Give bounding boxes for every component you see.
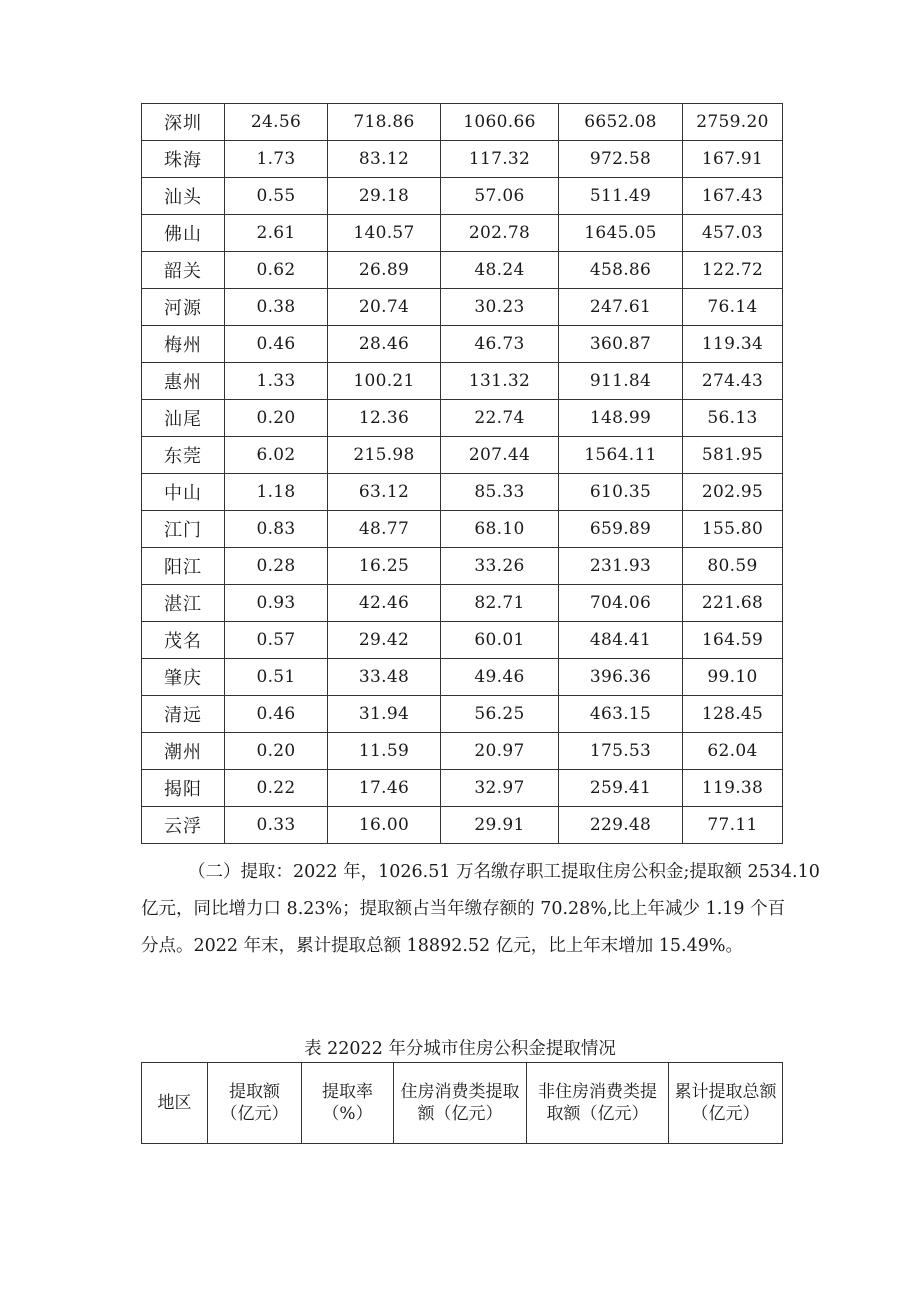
city-cell: 韶关	[142, 252, 225, 289]
value-cell: 0.28	[225, 548, 328, 585]
value-cell: 202.78	[441, 215, 559, 252]
value-cell: 0.93	[225, 585, 328, 622]
value-cell: 458.86	[559, 252, 683, 289]
table-row	[142, 252, 783, 289]
value-cell: 6.02	[225, 437, 328, 474]
value-cell: 247.61	[559, 289, 683, 326]
value-cell: 360.87	[559, 326, 683, 363]
table-row	[142, 696, 783, 733]
value-cell: 56.13	[683, 400, 783, 437]
value-cell: 610.35	[559, 474, 683, 511]
value-cell: 659.89	[559, 511, 683, 548]
value-cell: 29.42	[328, 622, 441, 659]
value-cell: 229.48	[559, 807, 683, 844]
paragraph-line-2: 亿元，同比增力口 8.23%；提取额占当年缴存额的 70.28%,比上年减少 1.19 个百	[141, 899, 786, 919]
table-row	[142, 141, 783, 178]
table-row	[142, 548, 783, 585]
value-cell: 0.62	[225, 252, 328, 289]
value-cell: 484.41	[559, 622, 683, 659]
table-row	[142, 622, 783, 659]
table-row	[142, 511, 783, 548]
value-cell: 167.91	[683, 141, 783, 178]
table-row	[142, 733, 783, 770]
header-cell-line: 取额（亿元）	[546, 1104, 649, 1124]
header-cell	[394, 1063, 527, 1144]
table-row	[142, 807, 783, 844]
value-cell: 33.48	[328, 659, 441, 696]
value-cell: 16.25	[328, 548, 441, 585]
value-cell: 48.24	[441, 252, 559, 289]
table-row	[142, 289, 783, 326]
value-cell: 20.74	[328, 289, 441, 326]
value-cell: 1.73	[225, 141, 328, 178]
value-cell: 49.46	[441, 659, 559, 696]
value-cell: 46.73	[441, 326, 559, 363]
value-cell: 77.11	[683, 807, 783, 844]
city-cell: 潮州	[142, 733, 225, 770]
value-cell: 117.32	[441, 141, 559, 178]
header-cell	[669, 1063, 783, 1144]
header-cell-line: （亿元）	[691, 1104, 760, 1124]
value-cell: 202.95	[683, 474, 783, 511]
header-cell-line: 提取额	[229, 1082, 280, 1102]
city-cell: 中山	[142, 474, 225, 511]
value-cell: 22.74	[441, 400, 559, 437]
city-cell: 肇庆	[142, 659, 225, 696]
table-row	[142, 326, 783, 363]
value-cell: 1.18	[225, 474, 328, 511]
value-cell: 57.06	[441, 178, 559, 215]
value-cell: 581.95	[683, 437, 783, 474]
header-cell-line: 住房消费类提取	[400, 1082, 520, 1102]
header-cell-line: 地区	[157, 1093, 192, 1113]
deposit-data-table	[141, 103, 783, 844]
value-cell: 215.98	[328, 437, 441, 474]
table-row	[142, 363, 783, 400]
value-cell: 1645.05	[559, 215, 683, 252]
city-cell: 清远	[142, 696, 225, 733]
value-cell: 119.38	[683, 770, 783, 807]
value-cell: 511.49	[559, 178, 683, 215]
table-row	[142, 770, 783, 807]
value-cell: 128.45	[683, 696, 783, 733]
value-cell: 0.57	[225, 622, 328, 659]
value-cell: 221.68	[683, 585, 783, 622]
header-cell-line: 额（亿元）	[417, 1104, 503, 1124]
value-cell: 56.25	[441, 696, 559, 733]
value-cell: 99.10	[683, 659, 783, 696]
value-cell: 140.57	[328, 215, 441, 252]
table-row	[142, 474, 783, 511]
value-cell: 396.36	[559, 659, 683, 696]
value-cell: 0.33	[225, 807, 328, 844]
table-row	[142, 585, 783, 622]
value-cell: 20.97	[441, 733, 559, 770]
value-cell: 63.12	[328, 474, 441, 511]
value-cell: 1.33	[225, 363, 328, 400]
city-cell: 佛山	[142, 215, 225, 252]
table-row	[142, 400, 783, 437]
value-cell: 0.51	[225, 659, 328, 696]
city-cell: 揭阳	[142, 770, 225, 807]
city-cell: 阳江	[142, 548, 225, 585]
value-cell: 972.58	[559, 141, 683, 178]
value-cell: 155.80	[683, 511, 783, 548]
city-cell: 珠海	[142, 141, 225, 178]
header-cell-line: 累计提取总额	[674, 1082, 777, 1102]
data-table-body	[142, 104, 783, 844]
header-cell	[302, 1063, 394, 1144]
value-cell: 0.46	[225, 326, 328, 363]
value-cell: 29.18	[328, 178, 441, 215]
table-row	[142, 659, 783, 696]
value-cell: 0.55	[225, 178, 328, 215]
value-cell: 85.33	[441, 474, 559, 511]
value-cell: 68.10	[441, 511, 559, 548]
value-cell: 48.77	[328, 511, 441, 548]
city-cell: 梅州	[142, 326, 225, 363]
withdrawal-table-header	[141, 1062, 783, 1144]
value-cell: 175.53	[559, 733, 683, 770]
value-cell: 274.43	[683, 363, 783, 400]
city-cell: 汕头	[142, 178, 225, 215]
value-cell: 83.12	[328, 141, 441, 178]
value-cell: 167.43	[683, 178, 783, 215]
value-cell: 42.46	[328, 585, 441, 622]
value-cell: 0.83	[225, 511, 328, 548]
value-cell: 0.22	[225, 770, 328, 807]
value-cell: 704.06	[559, 585, 683, 622]
value-cell: 16.00	[328, 807, 441, 844]
value-cell: 457.03	[683, 215, 783, 252]
value-cell: 0.20	[225, 733, 328, 770]
value-cell: 2.61	[225, 215, 328, 252]
value-cell: 718.86	[328, 104, 441, 141]
value-cell: 24.56	[225, 104, 328, 141]
city-cell: 云浮	[142, 807, 225, 844]
header-row	[142, 1063, 783, 1144]
value-cell: 463.15	[559, 696, 683, 733]
value-cell: 33.26	[441, 548, 559, 585]
table-row	[142, 178, 783, 215]
value-cell: 30.23	[441, 289, 559, 326]
value-cell: 80.59	[683, 548, 783, 585]
header-cell-line: 非住房消费类提	[538, 1082, 657, 1102]
city-cell: 河源	[142, 289, 225, 326]
header-cell-line: （%）	[322, 1104, 373, 1124]
paragraph-line-1: （二）提取：2022 年，1026.51 万名缴存职工提取住房公积金;提取额 2534.10	[188, 862, 820, 882]
value-cell: 17.46	[328, 770, 441, 807]
value-cell: 62.04	[683, 733, 783, 770]
city-cell: 东莞	[142, 437, 225, 474]
value-cell: 148.99	[559, 400, 683, 437]
value-cell: 26.89	[328, 252, 441, 289]
city-cell: 湛江	[142, 585, 225, 622]
value-cell: 131.32	[441, 363, 559, 400]
value-cell: 32.97	[441, 770, 559, 807]
value-cell: 1564.11	[559, 437, 683, 474]
city-cell: 惠州	[142, 363, 225, 400]
value-cell: 1060.66	[441, 104, 559, 141]
city-cell: 汕尾	[142, 400, 225, 437]
city-cell: 江门	[142, 511, 225, 548]
value-cell: 0.38	[225, 289, 328, 326]
value-cell: 76.14	[683, 289, 783, 326]
value-cell: 231.93	[559, 548, 683, 585]
value-cell: 0.20	[225, 400, 328, 437]
header-cell	[527, 1063, 669, 1144]
table-row	[142, 215, 783, 252]
header-cell-line: 提取率	[322, 1082, 373, 1102]
value-cell: 12.36	[328, 400, 441, 437]
value-cell: 259.41	[559, 770, 683, 807]
value-cell: 82.71	[441, 585, 559, 622]
value-cell: 122.72	[683, 252, 783, 289]
value-cell: 29.91	[441, 807, 559, 844]
header-cell	[208, 1063, 302, 1144]
value-cell: 100.21	[328, 363, 441, 400]
table-row	[142, 104, 783, 141]
value-cell: 11.59	[328, 733, 441, 770]
table-caption: 表 22022 年分城市住房公积金提取情况	[304, 1039, 616, 1059]
value-cell: 28.46	[328, 326, 441, 363]
value-cell: 164.59	[683, 622, 783, 659]
paragraph-line-3: 分点。2022 年末，累计提取总额 18892.52 亿元，比上年末增加 15.49%。	[141, 936, 744, 956]
header-cell-line: （亿元）	[220, 1104, 289, 1124]
value-cell: 31.94	[328, 696, 441, 733]
value-cell: 207.44	[441, 437, 559, 474]
value-cell: 6652.08	[559, 104, 683, 141]
value-cell: 911.84	[559, 363, 683, 400]
value-cell: 2759.20	[683, 104, 783, 141]
city-cell: 深圳	[142, 104, 225, 141]
value-cell: 0.46	[225, 696, 328, 733]
table-row	[142, 437, 783, 474]
value-cell: 119.34	[683, 326, 783, 363]
value-cell: 60.01	[441, 622, 559, 659]
city-cell: 茂名	[142, 622, 225, 659]
header-cell	[142, 1063, 208, 1144]
